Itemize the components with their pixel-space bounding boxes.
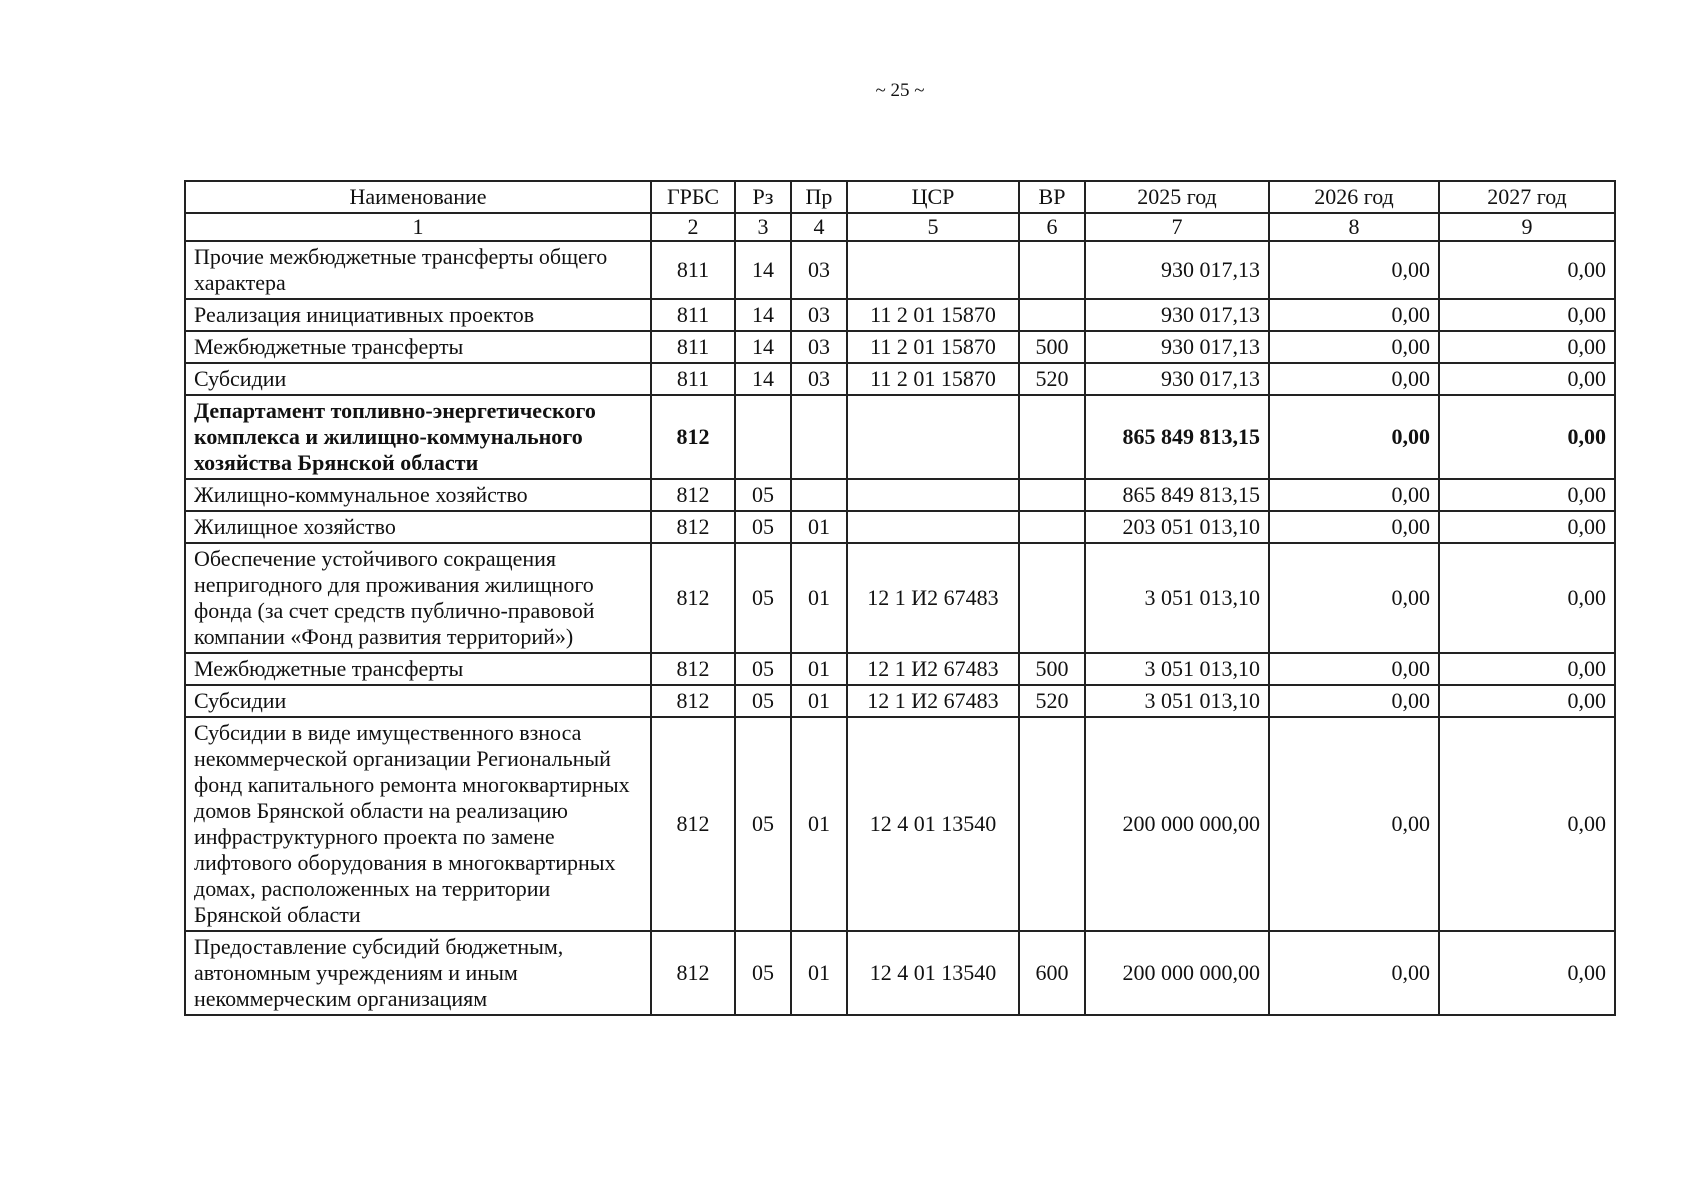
row-rz: 05 <box>735 685 791 717</box>
row-pr: 03 <box>791 363 847 395</box>
row-amount-2026: 0,00 <box>1269 653 1439 685</box>
row-amount-2026: 0,00 <box>1269 511 1439 543</box>
row-vr: 600 <box>1019 931 1085 1015</box>
table-row <box>185 299 1615 331</box>
row-pr: 03 <box>791 299 847 331</box>
row-csr: 11 2 01 15870 <box>847 363 1019 395</box>
row-amount-2027: 0,00 <box>1439 543 1615 653</box>
row-rz: 05 <box>735 479 791 511</box>
row-name: Межбюджетные трансферты <box>185 653 651 685</box>
row-amount-2025: 865 849 813,15 <box>1085 479 1269 511</box>
budget-table <box>184 180 1616 1016</box>
row-name: Субсидии в виде имущественного взноса некоммерческой организации Региональный фонд капитального ремонта многоквартирных домов Брянской области на реализацию инфраструктурного проекта по замене лифтового оборудования в многоквартирных домах, расположенных на территории Брянской области <box>185 717 651 931</box>
row-csr: 12 1 И2 67483 <box>847 685 1019 717</box>
header-vr: ВР <box>1019 181 1085 213</box>
row-rz: 14 <box>735 241 791 299</box>
row-vr <box>1019 395 1085 479</box>
row-amount-2027: 0,00 <box>1439 395 1615 479</box>
row-amount-2027: 0,00 <box>1439 479 1615 511</box>
row-name: Субсидии <box>185 363 651 395</box>
row-rz: 14 <box>735 299 791 331</box>
row-grbs: 812 <box>651 479 735 511</box>
row-amount-2027: 0,00 <box>1439 299 1615 331</box>
row-grbs: 811 <box>651 241 735 299</box>
row-grbs: 812 <box>651 717 735 931</box>
row-rz: 14 <box>735 363 791 395</box>
row-csr: 12 1 И2 67483 <box>847 543 1019 653</box>
row-vr: 520 <box>1019 685 1085 717</box>
row-amount-2025: 200 000 000,00 <box>1085 931 1269 1015</box>
row-vr <box>1019 511 1085 543</box>
row-grbs: 812 <box>651 931 735 1015</box>
row-pr: 03 <box>791 241 847 299</box>
row-rz: 05 <box>735 717 791 931</box>
row-amount-2025: 3 051 013,10 <box>1085 543 1269 653</box>
row-vr <box>1019 717 1085 931</box>
table-row <box>185 331 1615 363</box>
row-rz: 05 <box>735 653 791 685</box>
row-rz: 05 <box>735 931 791 1015</box>
row-csr <box>847 511 1019 543</box>
row-grbs: 812 <box>651 653 735 685</box>
column-number: 3 <box>735 213 791 241</box>
column-number: 6 <box>1019 213 1085 241</box>
row-amount-2027: 0,00 <box>1439 685 1615 717</box>
row-amount-2026: 0,00 <box>1269 717 1439 931</box>
row-amount-2026: 0,00 <box>1269 479 1439 511</box>
row-amount-2025: 203 051 013,10 <box>1085 511 1269 543</box>
row-pr: 03 <box>791 331 847 363</box>
table-row <box>185 685 1615 717</box>
row-csr <box>847 241 1019 299</box>
row-amount-2026: 0,00 <box>1269 685 1439 717</box>
header-csr: ЦСР <box>847 181 1019 213</box>
table-row <box>185 543 1615 653</box>
row-amount-2027: 0,00 <box>1439 331 1615 363</box>
row-amount-2027: 0,00 <box>1439 511 1615 543</box>
row-amount-2026: 0,00 <box>1269 395 1439 479</box>
table-row <box>185 717 1615 931</box>
column-number: 1 <box>185 213 651 241</box>
row-pr: 01 <box>791 511 847 543</box>
row-csr: 12 4 01 13540 <box>847 717 1019 931</box>
table-row <box>185 931 1615 1015</box>
row-amount-2025: 930 017,13 <box>1085 331 1269 363</box>
row-csr <box>847 479 1019 511</box>
row-amount-2025: 930 017,13 <box>1085 241 1269 299</box>
row-amount-2027: 0,00 <box>1439 363 1615 395</box>
row-vr: 500 <box>1019 331 1085 363</box>
row-grbs: 812 <box>651 395 735 479</box>
row-rz: 05 <box>735 543 791 653</box>
row-vr <box>1019 299 1085 331</box>
header-pr: Пр <box>791 181 847 213</box>
header-grbs: ГРБС <box>651 181 735 213</box>
row-vr: 520 <box>1019 363 1085 395</box>
row-pr <box>791 395 847 479</box>
row-grbs: 811 <box>651 363 735 395</box>
row-pr: 01 <box>791 543 847 653</box>
row-name: Обеспечение устойчивого сокращения непригодного для проживания жилищного фонда (за счет средств публично-правовой компании «Фонд развития территорий») <box>185 543 651 653</box>
row-name: Субсидии <box>185 685 651 717</box>
column-number: 8 <box>1269 213 1439 241</box>
column-number: 2 <box>651 213 735 241</box>
table-row <box>185 479 1615 511</box>
header-row <box>185 181 1615 213</box>
row-name: Жилищное хозяйство <box>185 511 651 543</box>
row-csr: 11 2 01 15870 <box>847 299 1019 331</box>
row-pr: 01 <box>791 685 847 717</box>
row-amount-2026: 0,00 <box>1269 543 1439 653</box>
header-2026: 2026 год <box>1269 181 1439 213</box>
column-number: 4 <box>791 213 847 241</box>
table-row <box>185 363 1615 395</box>
row-csr <box>847 395 1019 479</box>
row-amount-2025: 200 000 000,00 <box>1085 717 1269 931</box>
row-amount-2025: 3 051 013,10 <box>1085 685 1269 717</box>
column-number-row <box>185 213 1615 241</box>
header-2025: 2025 год <box>1085 181 1269 213</box>
row-amount-2026: 0,00 <box>1269 331 1439 363</box>
row-name: Прочие межбюджетные трансферты общего характера <box>185 241 651 299</box>
table-row <box>185 241 1615 299</box>
row-csr: 11 2 01 15870 <box>847 331 1019 363</box>
column-number: 7 <box>1085 213 1269 241</box>
row-grbs: 812 <box>651 685 735 717</box>
row-pr: 01 <box>791 653 847 685</box>
row-vr <box>1019 479 1085 511</box>
header-2027: 2027 год <box>1439 181 1615 213</box>
row-vr: 500 <box>1019 653 1085 685</box>
row-amount-2025: 3 051 013,10 <box>1085 653 1269 685</box>
header-name: Наименование <box>185 181 651 213</box>
row-name: Межбюджетные трансферты <box>185 331 651 363</box>
row-rz: 14 <box>735 331 791 363</box>
row-name: Департамент топливно-энергетического комплекса и жилищно-коммунального хозяйства Брянской области <box>185 395 651 479</box>
table-row <box>185 653 1615 685</box>
row-name: Жилищно-коммунальное хозяйство <box>185 479 651 511</box>
row-grbs: 811 <box>651 299 735 331</box>
row-amount-2026: 0,00 <box>1269 363 1439 395</box>
header-rz: Рз <box>735 181 791 213</box>
row-grbs: 811 <box>651 331 735 363</box>
row-name: Предоставление субсидий бюджетным, автономным учреждениям и иным некоммерческим организациям <box>185 931 651 1015</box>
row-amount-2025: 930 017,13 <box>1085 299 1269 331</box>
page-number: ~ 25 ~ <box>875 80 925 101</box>
table-body <box>185 241 1615 1015</box>
row-amount-2025: 865 849 813,15 <box>1085 395 1269 479</box>
row-rz <box>735 395 791 479</box>
row-grbs: 812 <box>651 511 735 543</box>
row-pr: 01 <box>791 717 847 931</box>
row-amount-2026: 0,00 <box>1269 931 1439 1015</box>
row-amount-2025: 930 017,13 <box>1085 363 1269 395</box>
row-grbs: 812 <box>651 543 735 653</box>
row-rz: 05 <box>735 511 791 543</box>
row-amount-2027: 0,00 <box>1439 931 1615 1015</box>
row-csr: 12 4 01 13540 <box>847 931 1019 1015</box>
table-row <box>185 511 1615 543</box>
row-amount-2027: 0,00 <box>1439 653 1615 685</box>
row-amount-2027: 0,00 <box>1439 717 1615 931</box>
table-row <box>185 395 1615 479</box>
row-name: Реализация инициативных проектов <box>185 299 651 331</box>
row-vr <box>1019 543 1085 653</box>
row-amount-2026: 0,00 <box>1269 241 1439 299</box>
column-number: 9 <box>1439 213 1615 241</box>
column-number: 5 <box>847 213 1019 241</box>
row-pr: 01 <box>791 931 847 1015</box>
row-pr <box>791 479 847 511</box>
row-amount-2026: 0,00 <box>1269 299 1439 331</box>
row-csr: 12 1 И2 67483 <box>847 653 1019 685</box>
row-vr <box>1019 241 1085 299</box>
row-amount-2027: 0,00 <box>1439 241 1615 299</box>
